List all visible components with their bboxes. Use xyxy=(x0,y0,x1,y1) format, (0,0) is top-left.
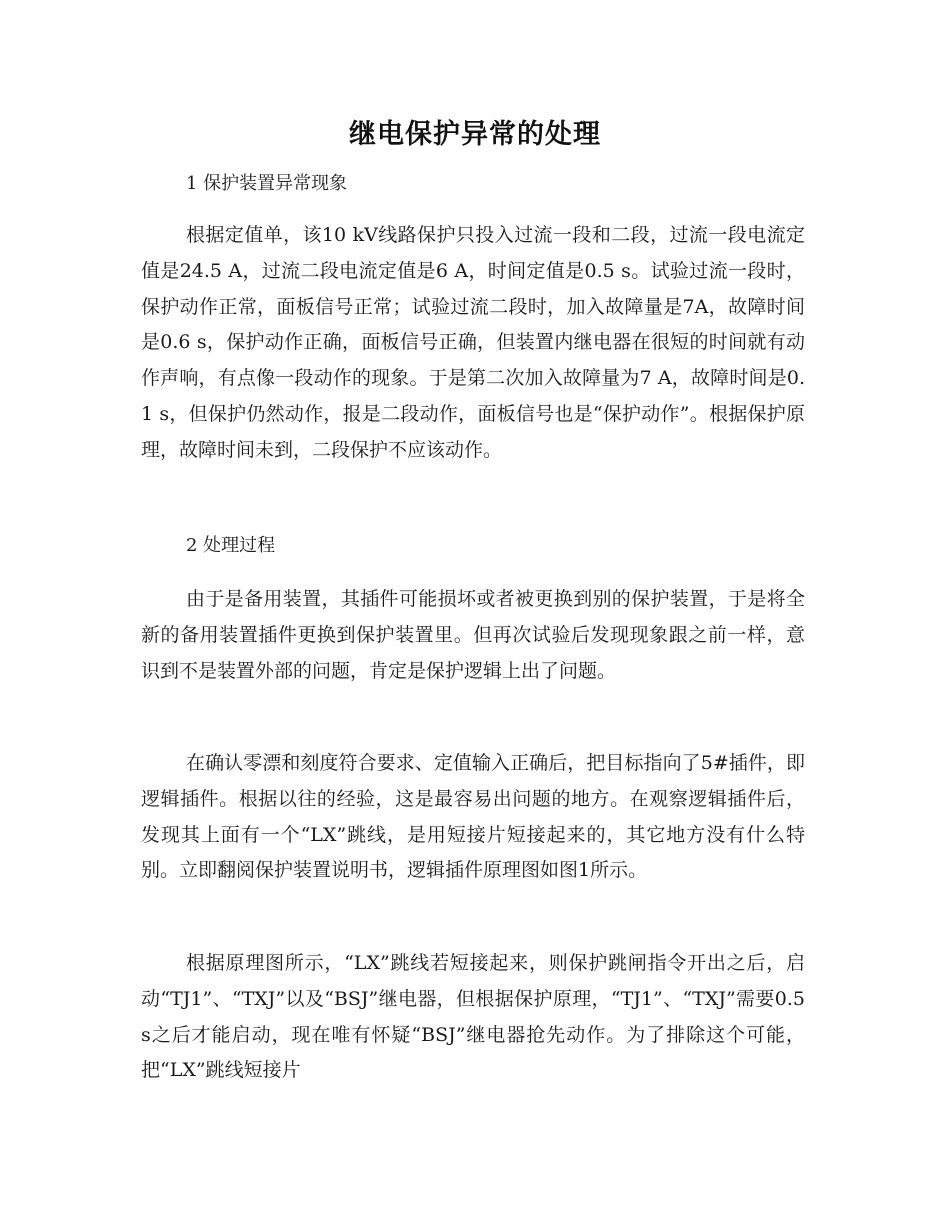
section-1-paragraph-1: 根据定值单，该10 kV线路保护只投入过流一段和二段，过流一段电流定值是24.5 A，过流二段电流定值是6 A，时间定值是0.5 s。试验过流一段时，保护动作正常，面板信号正常；试验过流二段时，加入故障量是7A，故障时间是0.6 s，保护动作正确，面板信号正确，但装置内继电器在很短的时间就有动作声响，有点像一段动作的现象。于是第二次加入故障量为7 A，故障时间是0.1 s，但保护仍然动作，报是二段动作，面板信号也是“保护动作”。根据保护原理，故障时间未到，二段保护不应该动作。 xyxy=(141,224,805,461)
section-2-paragraph-1: 由于是备用装置，其插件可能损坏或者被更换到别的保护装置，于是将全新的备用装置插件更换到保护装置里。但再次试验后发现现象跟之前一样，意识到不是装置外部的问题，肯定是保护逻辑上出了问题。 xyxy=(141,588,805,682)
section-2-paragraph-3: 根据原理图所示，“LX”跳线若短接起来，则保护跳闸指令开出之后，启动“TJ1”、“TXJ”以及“BSJ”继电器，但根据保护原理，“TJ1”、“TXJ”需要0.5 s之后才能启动，现在唯有怀疑“BSJ”继电器抢先动作。为了排除这个可能，把“LX”跳线短接片 xyxy=(141,952,805,1082)
section-2-paragraph-2: 在确认零漂和刻度符合要求、定值输入正确后，把目标指向了5#插件，即逻辑插件。根据以往的经验，这是最容易出问题的地方。在观察逻辑插件后，发现其上面有一个“LX”跳线，是用短接片短接起来的，其它地方没有什么特别。立即翻阅保护装置说明书，逻辑插件原理图如图1所示。 xyxy=(141,752,805,882)
section-heading-1: 1 保护装置异常现象 xyxy=(186,173,348,194)
document-title: 继电保护异常的处理 xyxy=(349,119,601,150)
section-heading-2: 2 处理过程 xyxy=(186,535,276,556)
